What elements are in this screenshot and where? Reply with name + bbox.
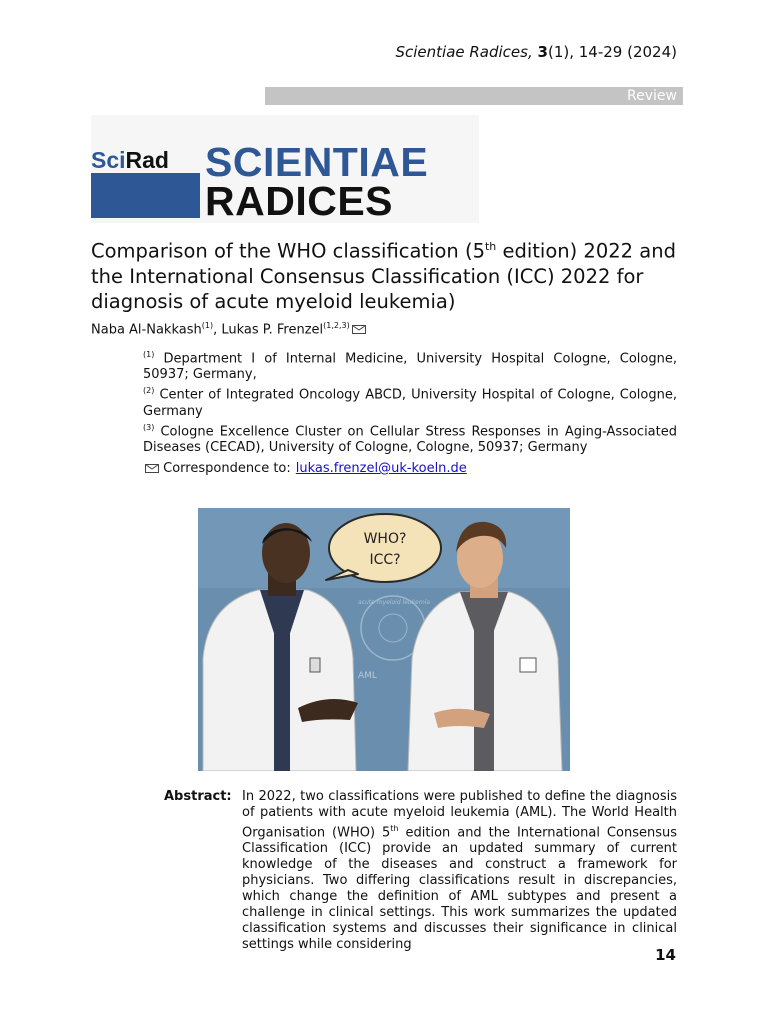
author-name: Lukas P. Frenzel <box>221 322 324 338</box>
author-affiliation-marker: (1) <box>201 321 214 330</box>
logo-blue-block <box>91 173 200 218</box>
journal-volume: 3 <box>537 43 548 61</box>
abstract-text <box>242 789 677 953</box>
abstract-label: Abstract: <box>164 789 232 804</box>
bubble-text-who: WHO? <box>363 531 407 547</box>
author-name: Naba Al-Nakkash <box>91 322 202 338</box>
article-title <box>91 234 681 314</box>
article-type-label: Review <box>627 88 677 104</box>
affiliation-marker: (3) <box>143 422 155 432</box>
affiliation-text: Center of Integrated Oncology ABCD, University Hospital of Cologne, Cologne, Germany <box>143 387 677 419</box>
bubble-text-icc: ICC? <box>369 552 401 568</box>
affiliation-list <box>143 347 677 456</box>
title-part-2: edition) 2022 and the International Consensus Classification (ICC) 2022 for diagnosis of acute myeloid leukemia) <box>91 239 676 313</box>
page-number: 14 <box>655 946 676 964</box>
journal-logo <box>91 115 479 223</box>
cover-illustration <box>198 508 570 771</box>
envelope-icon <box>352 325 366 334</box>
board-text: acute myeloid leukemia <box>358 599 431 606</box>
abstract-superscript: th <box>390 824 399 833</box>
affiliation-item <box>143 347 677 383</box>
correspondence-label: Correspondence to: <box>163 461 291 476</box>
journal-name: Scientiae Radices, <box>395 43 533 61</box>
journal-issue-pages: (1), 14-29 (2024) <box>547 43 677 61</box>
journal-citation <box>395 43 677 61</box>
correspondence-line <box>143 461 467 476</box>
affiliation-text: Department I of Internal Medicine, University Hospital Cologne, Cologne, 50937; Germany, <box>143 351 677 383</box>
speech-bubble <box>326 514 441 582</box>
author-separator: , <box>213 322 222 338</box>
affiliation-marker: (1) <box>143 350 155 359</box>
affiliation-text: Cologne Excellence Cluster on Cellular Stress Responses in Aging-Associated Diseases (CECAD), University of Cologne, Cologne, 50937; Germany <box>143 423 677 455</box>
logo-abbreviation <box>91 147 169 174</box>
envelope-icon <box>145 464 159 473</box>
affiliation-item <box>143 383 677 419</box>
logo-word-radices: RADICES <box>205 178 394 224</box>
abstract-text-part-2: edition and the International Consensus Classification (ICC) provide an updated summary of current knowledge of the diseases and construct a framework for physicians. Two differing classifications result in discrepancies, which change the definition of AML subtypes and present a challenge in clinical settings. This work summarizes the updated classification systems and discusses their significance in clinical settings while considering <box>242 825 677 953</box>
affiliation-item <box>143 420 677 456</box>
article-type-bar <box>265 87 683 105</box>
logo-word-scientiae: SCIENTIAE <box>205 139 429 185</box>
logo-abbr-rad: Rad <box>125 147 169 173</box>
abstract-text-part-1: In 2022, two classifications were published to define the diagnosis of patients with acute myeloid leukemia (AML). The World Health Organisation (WHO) 5 <box>242 789 677 841</box>
affiliation-marker: (2) <box>143 386 155 396</box>
correspondence-email-link[interactable]: lukas.frenzel@uk-koeln.de <box>295 461 467 476</box>
title-superscript: th <box>484 240 497 253</box>
author-affiliation-marker: (1,2,3) <box>323 321 350 330</box>
author-list <box>91 321 366 337</box>
logo-abbr-sci: Sci <box>91 147 126 173</box>
board-aml-label: AML <box>358 671 377 681</box>
title-part-1: Comparison of the WHO classification (5 <box>91 239 485 263</box>
